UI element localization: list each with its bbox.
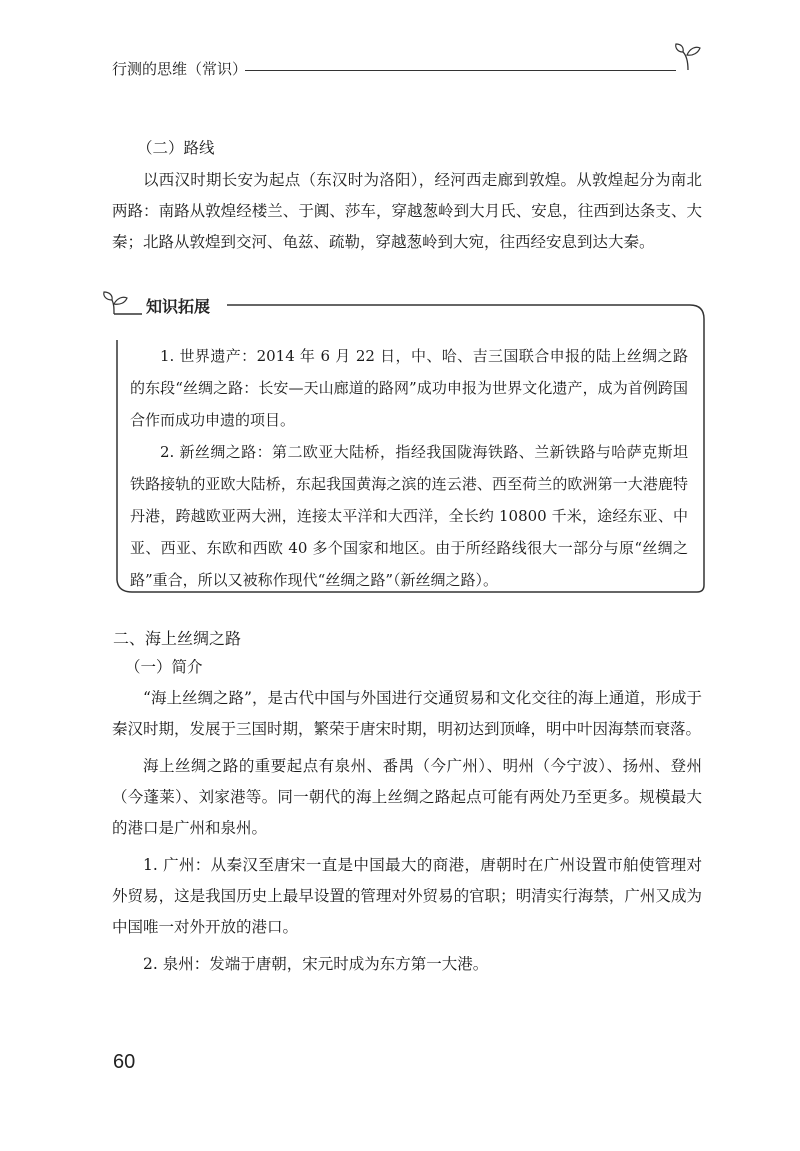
header-title: 行测的思维（常识） [112,60,248,78]
sprout-icon [674,42,702,72]
knowledge-box-header [102,288,706,318]
page-number: 60 [113,1051,136,1073]
maritime-paragraph: 2. 泉州：发端于唐朝，宋元时成为东方第一大港。 [143,955,489,973]
maritime-subheading: （一）简介 [125,658,203,676]
maritime-paragraph: “海上丝绸之路”，是古代中国与外国进行交通贸易和文化交往的海上通道，形成于秦汉时期，发展于三国时期，繁荣于唐宋时期，明初达到顶峰，明中叶因海禁而衰落。 [112,689,702,738]
maritime-paragraph: 1. 广州：从秦汉至唐宋一直是中国最大的商港，唐朝时在广州设置市舶使管理对外贸易，这是我国历史上最早设置的管理对外贸易的官职；明清实行海禁，广州又成为中国唯一对外开放的港口。 [112,856,702,936]
maritime-heading: 二、海上丝绸之路 [113,629,242,648]
knowledge-item: 1. 世界遗产：2014 年 6 月 22 日，中、哈、吉三国联合申报的陆上丝绸之路的东段“丝绸之路：长安—天山廊道的路网”成功申报为世界文化遗产，成为首例跨国合作而成功申遗的项目。 [130,347,688,429]
sprout-icon [102,288,142,316]
route-heading: （二）路线 [137,139,215,157]
knowledge-box-content [130,340,688,596]
maritime-body [112,683,702,980]
running-header [112,58,702,82]
route-paragraph: 以西汉时期长安为起点（东汉时为洛阳），经河西走廊到敦煌。从敦煌起分为南北两路：南路从敦煌经楼兰、于阗、莎车，穿越葱岭到大月氏、安息，往西到达条支、大秦；北路从敦煌到交河、龟兹、疏勒，穿越葱岭到大宛，往西经安息到达大秦。 [112,171,702,251]
knowledge-item: 2. 新丝绸之路：第二欧亚大陆桥，指经我国陇海铁路、兰新铁路与哈萨克斯坦铁路接轨的亚欧大陆桥，东起我国黄海之滨的连云港、西至荷兰的欧洲第一大港鹿特丹港，跨越欧亚两大洲，连接太平洋和大西洋，全长约 10800 千米，途经东亚、中亚、西亚、东欧和西欧 40 多个国家和地区。由于所经路线很大一部分与原“丝绸之路”重合，所以又被称作现代“丝绸之路”（新丝绸之路）。 [130,443,688,589]
knowledge-box-title: 知识拓展 [146,297,211,316]
maritime-paragraph: 海上丝绸之路的重要起点有泉州、番禺（今广州）、明州（今宁波）、扬州、登州（今蓬莱）、刘家港等。同一朝代的海上丝绸之路起点可能有两处乃至更多。规模最大的港口是广州和泉州。 [112,757,702,837]
header-rule [245,70,676,71]
